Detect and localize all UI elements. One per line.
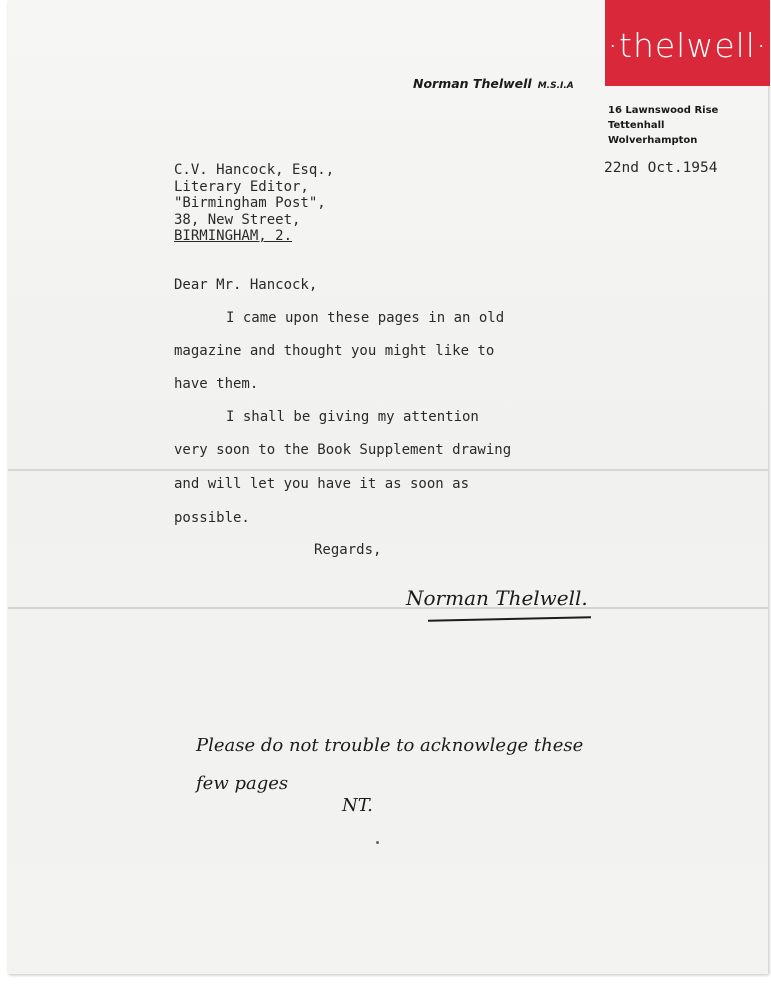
body-line: and will let you have it as soon as: [174, 476, 470, 492]
recipient-line: C.V. Hancock, Esq.,: [174, 162, 335, 178]
signature: Norman Thelwell.: [406, 586, 588, 610]
body-line: possible.: [174, 510, 250, 526]
letterhead-name-text: Norman Thelwell: [413, 76, 532, 91]
address-line: Wolverhampton: [608, 135, 698, 146]
initials: NT.: [342, 795, 373, 816]
fold-crease: [8, 469, 768, 471]
salutation: Dear Mr. Hancock,: [174, 277, 318, 293]
body-line: very soon to the Book Supplement drawing: [174, 442, 512, 458]
recipient-line: "Birmingham Post",: [174, 195, 326, 211]
body-line: have them.: [174, 376, 259, 392]
paper-mark: [376, 841, 379, 844]
closing: Regards,: [314, 542, 382, 558]
fold-crease: [8, 607, 768, 609]
postscript-line: Please do not trouble to acknowlege these: [196, 735, 584, 756]
letterhead-qualification: M.S.I.A: [537, 81, 574, 91]
body-line: I shall be giving my attention: [226, 409, 479, 425]
letterhead-address: [608, 103, 718, 148]
recipient-line: 38, New Street,: [174, 211, 301, 228]
address-line: Tettenhall: [608, 120, 665, 131]
letterhead-name: [413, 76, 574, 91]
body-line: I came upon these pages in an old: [226, 310, 505, 326]
recipient-line: BIRMINGHAM, 2.: [174, 228, 293, 244]
postscript-line: few pages: [196, 773, 289, 794]
thelwell-logo: ·thelwell·: [605, 0, 770, 86]
recipient-block: [174, 162, 334, 245]
body-line: magazine and thought you might like to: [174, 343, 495, 359]
recipient-line: Literary Editor,: [174, 178, 309, 195]
letter-date: 22nd Oct.1954: [604, 160, 718, 176]
address-line: 16 Lawnswood Rise: [608, 105, 719, 116]
